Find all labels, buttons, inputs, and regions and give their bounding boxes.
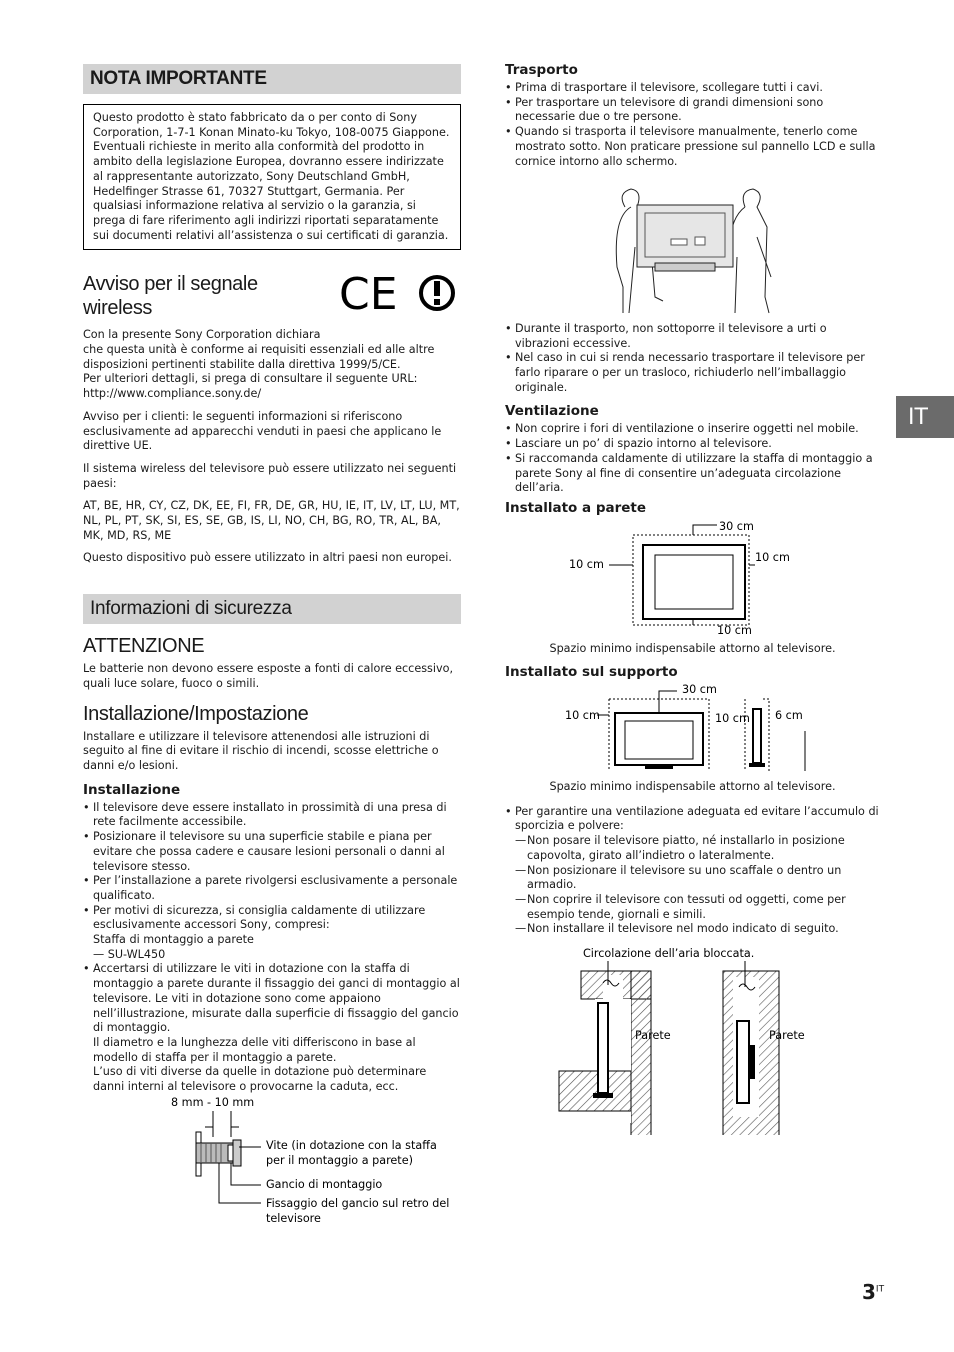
wireless-url-intro: Per ulteriori dettagli, si prega di consultare il seguente URL: bbox=[83, 372, 418, 386]
wireless-p1 bbox=[83, 328, 461, 402]
wireless-section bbox=[83, 272, 461, 566]
staffa-model: SU-WL450 bbox=[107, 947, 166, 961]
stand-clearance-top: 30 cm bbox=[682, 683, 717, 697]
screw-label-vite-1: Vite (in dotazione con la staffa bbox=[266, 1138, 437, 1152]
installazione-intro: Installare e utilizzare il televisore attenendosi alle istruzioni di seguito al fine di evitare il rischio di incendi, scosse elettriche o danni e/o lesioni. bbox=[83, 729, 439, 772]
list-item: • Si raccomanda caldamente di utilizzare la staffa di montaggio a parete Sony al fine di consentire un’adeguata circolazione dell’aria. bbox=[505, 452, 880, 496]
list-item: — Non coprire il televisore con tessuti od oggetti, come per esempio tende, giornali e simili. bbox=[505, 893, 880, 922]
list-item: • Per l’installazione a parete rivolgersi esclusivamente a personale qualificato. bbox=[83, 874, 461, 903]
tv-port bbox=[695, 237, 705, 245]
supporto-caption: Spazio minimo indispensabile attorno al televisore. bbox=[549, 780, 836, 794]
polvere-list bbox=[505, 805, 880, 937]
accessori-text: Per motivi di sicurezza, si consiglia caldamente di utilizzare esclusivamente accessori Sony, compresi: bbox=[93, 903, 426, 932]
wireless-title-line2: wireless bbox=[83, 297, 153, 320]
sicurezza-header bbox=[83, 594, 461, 624]
page-number-value: 3 bbox=[862, 1280, 876, 1304]
viti-p2: Il diametro e la lunghezza delle viti differiscono in base al modello di staffa per il montaggio a parete. bbox=[93, 1035, 416, 1064]
hook-plate bbox=[228, 1145, 233, 1161]
nota-text: Questo prodotto è stato fabbricato da o per conto di Sony Corporation, 1-7-1 Konan Minato-ku Tokyo, 108-0075 Giappone. Eventuali richieste in merito alla conformità del prodotto in ambito della legislazione Europea, dovranno essere indirizzate al rappresentante autorizzato, Sony Deutschland GmbH, Hedelfinger Strasse 61, 70327 Stuttgart, Germania. Per qualsiasi informazione relativa al servizio o la garanzia, si prega di fare riferimento agli indirizzi riportati separatamente sui documenti relativi all’assistenza o sui certificati di garanzia. bbox=[93, 111, 450, 242]
screw-diagram bbox=[83, 1097, 461, 1227]
clearance-bottom: 10 cm bbox=[717, 623, 752, 637]
screw-label-gancio: Gancio di montaggio bbox=[266, 1177, 383, 1191]
screw-label-vite-2: per il montaggio a parete) bbox=[266, 1153, 413, 1167]
installazione-subtitle: Installazione bbox=[83, 781, 181, 798]
wall-left-diagram bbox=[631, 971, 651, 1135]
parete-title: Installato a parete bbox=[505, 499, 647, 516]
screw-head bbox=[233, 1140, 241, 1166]
nota-header bbox=[83, 64, 461, 94]
list-item: — Non posizionare il televisore su uno scaffale o dentro un armadio. bbox=[505, 864, 880, 893]
list-item bbox=[83, 962, 461, 1094]
list-item: • Nel caso in cui si renda necessario trasportare il televisore per farlo riparare o per un trasloco, richiuderlo nell’imballaggio originale. bbox=[505, 351, 880, 395]
ventilazione-list bbox=[505, 422, 880, 496]
installazione-impostazione-title: Installazione/Impostazione bbox=[83, 702, 309, 725]
list-item: • Lasciare un po’ di spazio intorno al televisore. bbox=[505, 437, 880, 452]
list-item: • Per garantire una ventilazione adeguata ed evitare l’accumulo di sporcizia e polvere: bbox=[505, 805, 880, 834]
list-item: • Durante il trasporto, non sottoporre il televisore a urti o vibrazioni eccessive. bbox=[505, 322, 880, 351]
leader-fissaggio bbox=[219, 1163, 261, 1203]
alert-bar bbox=[434, 281, 440, 296]
clearance-right: 10 cm bbox=[755, 550, 790, 564]
parete-caption: Spazio minimo indispensabile attorno al televisore. bbox=[549, 641, 836, 655]
page-number-suffix: IT bbox=[875, 1284, 885, 1295]
supporto-title: Installato sul supporto bbox=[505, 664, 678, 681]
wireless-p3: Il sistema wireless del televisore può essere utilizzato nei seguenti paesi: bbox=[83, 461, 457, 490]
tv-in-shelf bbox=[598, 1003, 608, 1093]
blocked-air-diagram bbox=[505, 945, 880, 1135]
list-item: • Per trasportare un televisore di grandi dimensioni sono necessarie due o tre persone. bbox=[505, 96, 880, 125]
stand-clearance-left: 10 cm bbox=[565, 709, 600, 723]
viti-p3: L’uso di viti diverse da quelle in dotazione può determinare danni interni al televisore o provocarne la caduta, ecc. bbox=[93, 1065, 427, 1094]
wall-bracket bbox=[749, 1045, 755, 1079]
shelf-opening bbox=[603, 975, 623, 999]
shelf-bottom bbox=[559, 1071, 631, 1111]
list-item: • Non coprire i fori di ventilazione o inserire oggetti nel mobile. bbox=[505, 422, 880, 437]
stand-clearance-side: 6 cm bbox=[775, 709, 803, 723]
trasporto-list bbox=[505, 81, 880, 169]
stand-clearance-diagram bbox=[505, 683, 880, 775]
trasporto-title: Trasporto bbox=[505, 62, 578, 78]
trasporto-list-2 bbox=[505, 322, 880, 396]
wall-label-2: Parete bbox=[769, 1029, 805, 1043]
tv-port bbox=[671, 239, 687, 245]
tv-stand bbox=[655, 263, 715, 271]
screw-dim-label: 8 mm - 10 mm bbox=[171, 1096, 255, 1109]
wireless-countries: AT, BE, HR, CY, CZ, DK, EE, FI, FR, DE, GR, HU, IE, IT, LV, LT, LU, MT, NL, PL, PT, SK, SI, ES, SE, GB, IS, LI, NO, CH, BG, RO, TR, AL, BA, MK, MD, RS, ME bbox=[83, 499, 460, 542]
alert-dot bbox=[434, 299, 440, 305]
ventilazione-title: Ventilazione bbox=[505, 403, 599, 420]
nota-box bbox=[83, 104, 461, 250]
tv-in-recess bbox=[737, 1021, 749, 1103]
ce-logo bbox=[339, 272, 459, 316]
list-item: — Non posare il televisore piatto, né installarlo in posizione capovolta, girato all’indietro o lateralmente. bbox=[505, 834, 880, 863]
list-item: • Posizionare il televisore su una superficie stabile e piana per evitare che possa cadere e causare lesioni personali o danni al televisore stesso. bbox=[83, 830, 461, 874]
tv-back bbox=[637, 205, 733, 267]
tv-in-shelf-base bbox=[593, 1093, 613, 1098]
stand-clearance-right: 10 cm bbox=[715, 712, 750, 726]
wall-clearance-diagram bbox=[505, 519, 880, 637]
installazione-list bbox=[83, 801, 461, 1095]
screw-label-fissaggio-2: televisore bbox=[266, 1211, 321, 1225]
blocked-air-title: Circolazione dell’aria bloccata. bbox=[583, 947, 755, 961]
attenzione-title: ATTENZIONE bbox=[83, 635, 205, 658]
list-item: • Il televisore deve essere installato in prossimità di una presa di rete facilmente accessibile. bbox=[83, 801, 461, 830]
stand-leader-top bbox=[659, 691, 677, 713]
right-column bbox=[505, 60, 880, 1140]
leader-top bbox=[693, 525, 717, 535]
wireless-p5: Questo dispositivo può essere utilizzato in altri paesi non europei. bbox=[83, 551, 452, 565]
page-number bbox=[862, 1280, 884, 1304]
tv-side-view bbox=[753, 709, 761, 763]
sicurezza-title: Informazioni di sicurezza bbox=[90, 597, 292, 619]
tv-front bbox=[643, 545, 745, 619]
list-item: • Per motivi di sicurezza, si consiglia caldamente di utilizzare esclusivamente accessori Sony, compresi: Staffa di montaggio a parete — SU-WL450 bbox=[83, 904, 461, 963]
compliance-url: http://www.compliance.sony.de/ bbox=[83, 387, 262, 401]
list-item: • Quando si trasporta il televisore manualmente, tenerlo come mostrato sotto. Non praticare pressione sul pannello LCD e sulla cornice intorno allo schermo. bbox=[505, 125, 880, 169]
wall-label-1: Parete bbox=[635, 1029, 671, 1043]
stand-base bbox=[645, 765, 673, 769]
wireless-p1-line1: Con la presente Sony Corporation dichiara bbox=[83, 328, 321, 342]
staffa-label: Staffa di montaggio a parete bbox=[93, 933, 254, 947]
screw-label-fissaggio-1: Fissaggio del gancio sul retro del bbox=[266, 1196, 450, 1210]
wireless-p2: Avviso per i clienti: le seguenti informazioni si riferiscono esclusivamente ad apparecchi venduti in paesi che applicano le direttive UE. bbox=[83, 409, 442, 453]
list-item: • Prima di trasportare il televisore, scollegare tutti i cavi. bbox=[505, 81, 880, 96]
wireless-p1-rest: che questa unità è conforme ai requisiti essenziali ed alle altre disposizioni pertinenti stabilite dalla direttiva 1999/5/CE. bbox=[83, 343, 435, 371]
viti-text: Accertarsi di utilizzare le viti in dotazione con la staffa di montaggio a parete durante il fissaggio dei ganci di montaggio al televisore. Le viti in dotazione sono come appaiono nell’illustrazione, misurate dalla superficie di fissaggio del gancio di montaggio. bbox=[93, 962, 460, 1035]
attenzione-text: Le batterie non devono essere esposte a fonti di calore eccessivo, quali luce solare, fuoco o simili. bbox=[83, 662, 453, 690]
transport-illustration bbox=[505, 177, 880, 317]
clearance-left: 10 cm bbox=[569, 557, 604, 571]
list-item: — Non installare il televisore nel modo indicato di seguito. bbox=[505, 922, 880, 937]
left-column bbox=[83, 64, 461, 1231]
ce-mark: CE bbox=[339, 272, 398, 317]
nota-title: NOTA IMPORTANTE bbox=[90, 67, 267, 89]
wireless-title-line1: Avviso per il segnale bbox=[83, 273, 258, 296]
tv-side-base bbox=[749, 763, 765, 767]
language-tab: IT bbox=[896, 396, 954, 438]
clearance-top: 30 cm bbox=[719, 519, 754, 533]
